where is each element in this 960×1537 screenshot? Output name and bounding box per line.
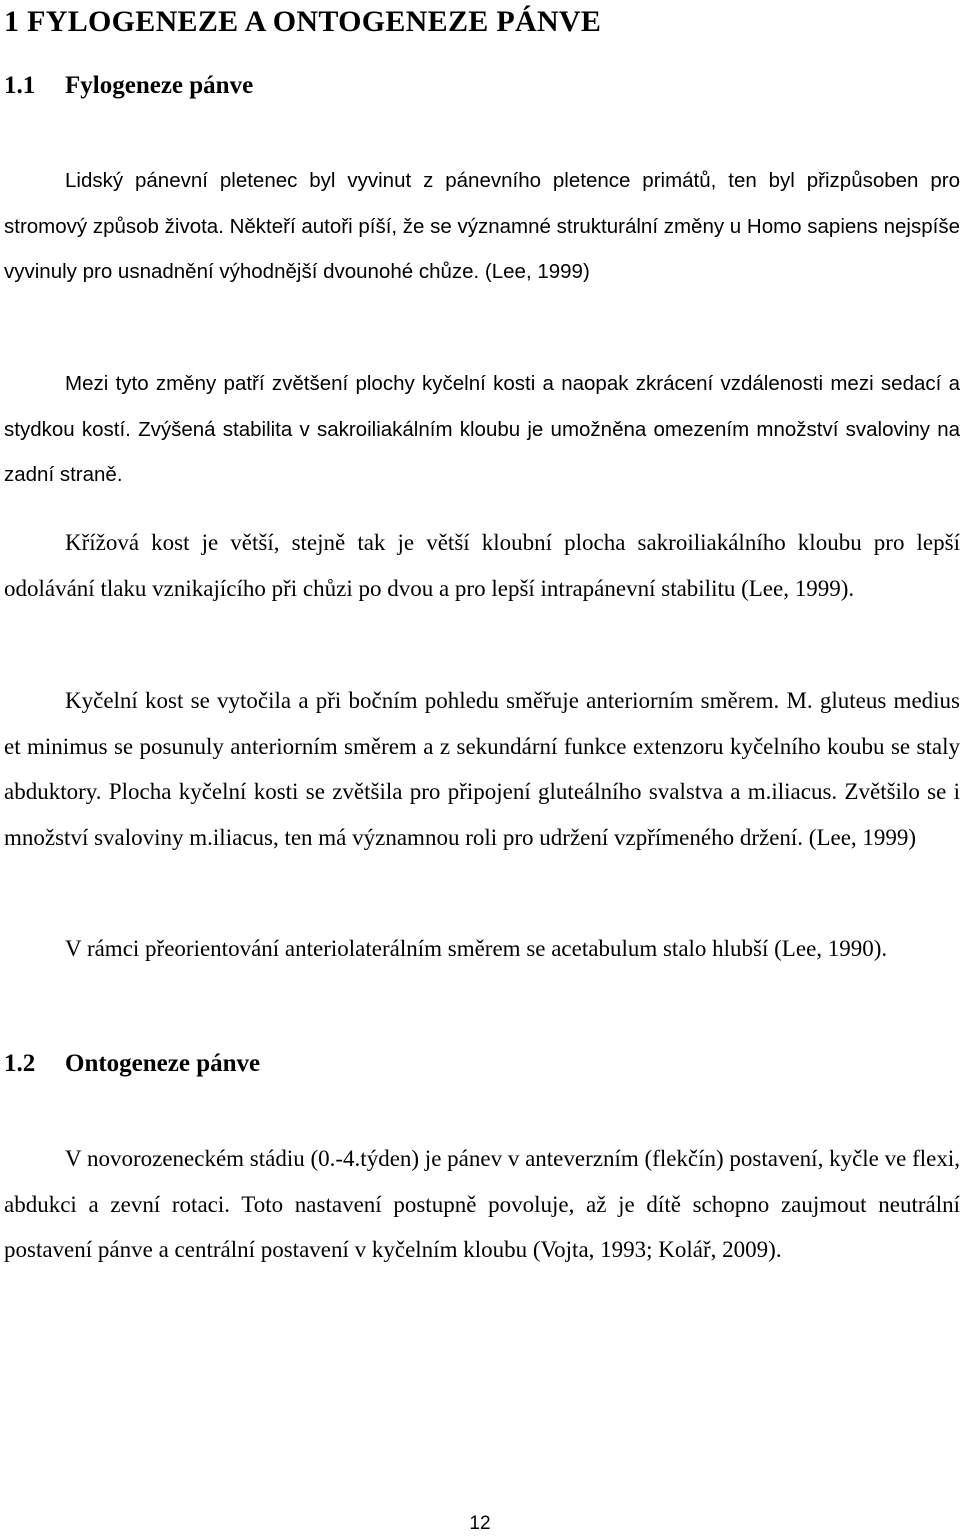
section-heading-ontogeneze <box>4 1047 260 1081</box>
section-number: 1.2 <box>4 1050 36 1077</box>
page-number: 12 <box>469 1513 491 1534</box>
section-title: Ontogeneze pánve <box>65 1050 261 1077</box>
paragraph: V rámci přeorientování anteriolaterálním směrem se acetabulum stalo hlubší (Lee, 1990). <box>65 936 888 961</box>
paragraph: Lidský pánevní pletenec byl vyvinut z pánevního pletence primátů, ten byl přizpůsoben pro stromový způsob života. Někteří autoři píší, že se významné strukturální změny u Homo sapiens nejspíše vyvinuly pro usnadnění výhodnější dvounohé chůze. (Lee, 1999) <box>4 169 960 284</box>
chapter-heading: 1 FYLOGENEZE A ONTOGENEZE PÁNVE <box>4 5 602 38</box>
paragraph: Křížová kost je větší, stejně tak je větší kloubní plocha sakroiliakálního kloubu pro lepší odolávání tlaku vznikajícího při chůzi po dvou a pro lepší intrapánevní stabilitu (Lee, 1999). <box>4 530 960 601</box>
section-number: 1.1 <box>4 72 36 99</box>
section-title: Fylogeneze pánve <box>65 72 254 99</box>
section-heading-fylogeneze <box>4 69 253 103</box>
paragraph: V novorozeneckém stádiu (0.-4.týden) je pánev v anteverzním (flekčín) postavení, kyčle ve flexi, abdukci a zevní rotaci. Toto nastavení postupně povoluje, až je dítě schopno zaujmout neutrální postavení pánve a centrální postavení v kyčelním kloubu (Vojta, 1993; Kolář, 2009). <box>4 1146 960 1263</box>
paragraph: Kyčelní kost se vytočila a při bočním pohledu směřuje anteriorním směrem. M. gluteus medius et minimus se posunuly anteriorním směrem a z sekundární funkce extenzoru kyčelního koubu se staly abduktory. Plocha kyčelní kosti se zvětšila pro připojení gluteálního svalstva a m.iliacus. Zvětšilo se i množství svaloviny m.iliacus, ten má významnou roli pro udržení vzpřímeného držení. (Lee, 1999) <box>4 688 960 851</box>
paragraph: Mezi tyto změny patří zvětšení plochy kyčelní kosti a naopak zkrácení vzdálenosti mezi sedací a stydkou kostí. Zvýšená stabilita v sakroiliakálním kloubu je umožněna omezením množství svaloviny na zadní straně. <box>4 372 960 487</box>
